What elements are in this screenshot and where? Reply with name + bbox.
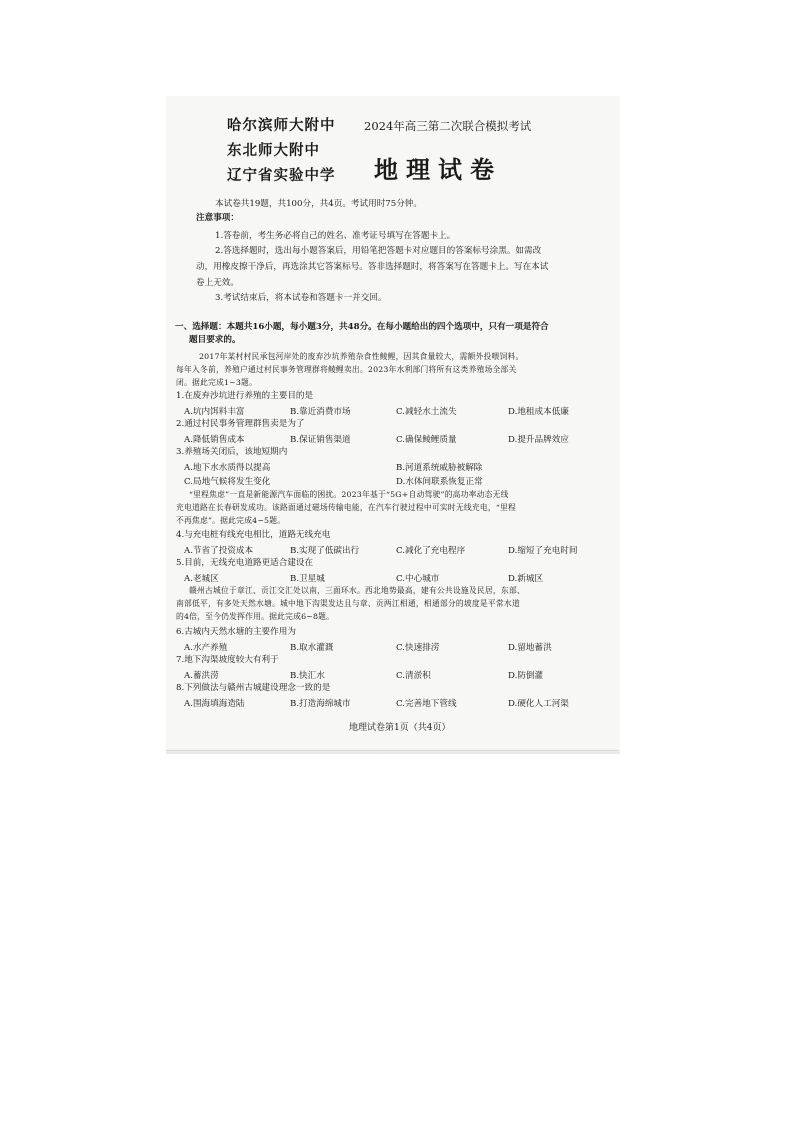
- option-c: C.清淤积: [396, 671, 431, 681]
- option-d: D.防倒灌: [508, 671, 544, 681]
- school-name-3: 辽宁省实验中学: [227, 167, 336, 184]
- option-a: A.降低销售成本: [184, 435, 245, 445]
- option-c: C.完善地下管线: [396, 699, 457, 709]
- question-stem: 7.地下沟渠坡度较大有利于: [176, 655, 279, 665]
- passage-line: 不再焦虑”。据此完成4~5题。: [176, 516, 286, 525]
- option-d: D.地租成本低廉: [508, 407, 569, 417]
- passage-line: “里程焦虑”一直是新能源汽车面临的困扰。2023年基于“5G+自动驾驶”的高功率动态无线: [189, 490, 509, 499]
- option-b: B.保证销售渠道: [290, 435, 351, 445]
- question-stem: 6.古城内天然水塘的主要作用为: [176, 627, 296, 637]
- note-item: 3.考试结束后，将本试卷和答题卡一并交回。: [215, 293, 387, 303]
- option-b: B.卫星城: [290, 574, 325, 584]
- note-item: 卷上无效。: [196, 278, 239, 288]
- passage-line: 每年入冬前，养殖户通过村民事务管理群将鲮鲤卖出。2023年水利部门将所有这类养殖场全部关: [176, 365, 517, 374]
- passage-line: 充电道路在长春研发成功。该路面通过磁场传输电能，在汽车行驶过程中可实时无线充电，“里程: [176, 503, 517, 512]
- section-heading-cont: 题目要求的。: [189, 335, 241, 345]
- option-c: C.快速排涝: [396, 643, 440, 653]
- option-d: D.硬化人工河渠: [508, 699, 569, 709]
- option-a: A.围海填海造陆: [184, 699, 245, 709]
- option-a: A.老城区: [184, 574, 219, 584]
- option-d: D.提升品牌效应: [508, 435, 569, 445]
- question-stem: 8.下列做法与赣州古城建设理念一致的是: [176, 683, 331, 693]
- option-a: A.节省了投资成本: [184, 546, 254, 556]
- section-heading: 一、选择题：本题共16小题，每小题3分，共48分。在每小题给出的四个选项中，只有一项是符合: [175, 322, 549, 332]
- notes-heading: 注意事项：: [196, 213, 239, 223]
- subject-title: 地理试卷: [374, 155, 502, 184]
- question-stem: 3.养殖场关闭后，该地短期内: [176, 447, 288, 457]
- option-c: C.中心城市: [396, 574, 440, 584]
- option-c: C.确保鲮鲤质量: [396, 435, 457, 445]
- option-c: C.减化了充电程序: [396, 546, 466, 556]
- passage-line: 的4倍，至今仍发挥作用。据此完成6~8题。: [176, 612, 335, 621]
- question-stem: 4.与充电桩有线充电相比，道路无线充电: [176, 530, 331, 540]
- passage-line: 2017年某村村民承包河岸处的废弃沙坑养殖杂食性鲮鲤，因其食量较大，需额外投喂饲料。: [199, 352, 524, 361]
- exam-intro: 本试卷共19题，共100分，共4页。考试用时75分钟。: [215, 199, 423, 209]
- passage-line: 赣州古城位于章江、贡江交汇处以南，三面环水。西北地势最高，建有公共设施及民居，东部、: [189, 586, 525, 595]
- option-b: B.河道系统威胁被解除: [396, 463, 483, 473]
- page-edge-divider: [166, 750, 618, 751]
- option-b: B.打造海绵城市: [290, 699, 351, 709]
- passage-line: 南部低平，有多处天然水塘。城中地下沟渠发达且与章、贡两江相通，相通部分的坡度是平常水道: [176, 599, 520, 608]
- question-stem: 1.在废弃沙坑进行养殖的主要目的是: [176, 391, 314, 401]
- school-name-2: 东北师大附中: [227, 142, 320, 159]
- option-a: A.蓄洪涝: [184, 671, 219, 681]
- option-b: B.实现了低碳出行: [290, 546, 360, 556]
- option-a: A.水产养殖: [184, 643, 228, 653]
- option-b: B.快汇水: [290, 671, 325, 681]
- passage-line: 闭。据此完成1~3题。: [176, 378, 258, 387]
- note-item: 2.答选择题时，选出每小题答案后，用铅笔把答题卡对应题目的答案标号涂黑。如需改: [215, 246, 542, 256]
- option-b: B.取水灌溉: [290, 643, 334, 653]
- note-item: 1.答卷前，考生务必将自己的姓名、准考证号填写在答题卡上。: [215, 231, 456, 241]
- option-d: D.留地蓄洪: [508, 643, 552, 653]
- option-d: D.缩短了充电时间: [508, 546, 578, 556]
- exam-title: 2024年高三第二次联合模拟考试: [364, 119, 532, 133]
- note-item: 动，用橡皮擦干净后，再选涂其它答案标号。答非选择题时，将答案写在答题卡上。写在本试: [196, 262, 549, 272]
- option-b: B.靠近消费市场: [290, 407, 351, 417]
- question-stem: 5.目前，无线充电道路更适合建设在: [176, 558, 314, 568]
- option-d: D.水体间联系恢复正常: [396, 477, 483, 487]
- page-footer: 地理试卷第1页（共4页）: [349, 723, 451, 733]
- school-name-1: 哈尔滨师大附中: [227, 117, 336, 134]
- option-c: C.局地气候将发生变化: [184, 477, 271, 487]
- option-d: D.新城区: [508, 574, 544, 584]
- question-stem: 2.通过村民事务管理群售卖是为了: [176, 419, 305, 429]
- option-c: C.减轻水土流失: [396, 407, 457, 417]
- option-a: A.地下水水质得以提高: [184, 463, 271, 473]
- option-a: A.坑内饵料丰富: [184, 407, 245, 417]
